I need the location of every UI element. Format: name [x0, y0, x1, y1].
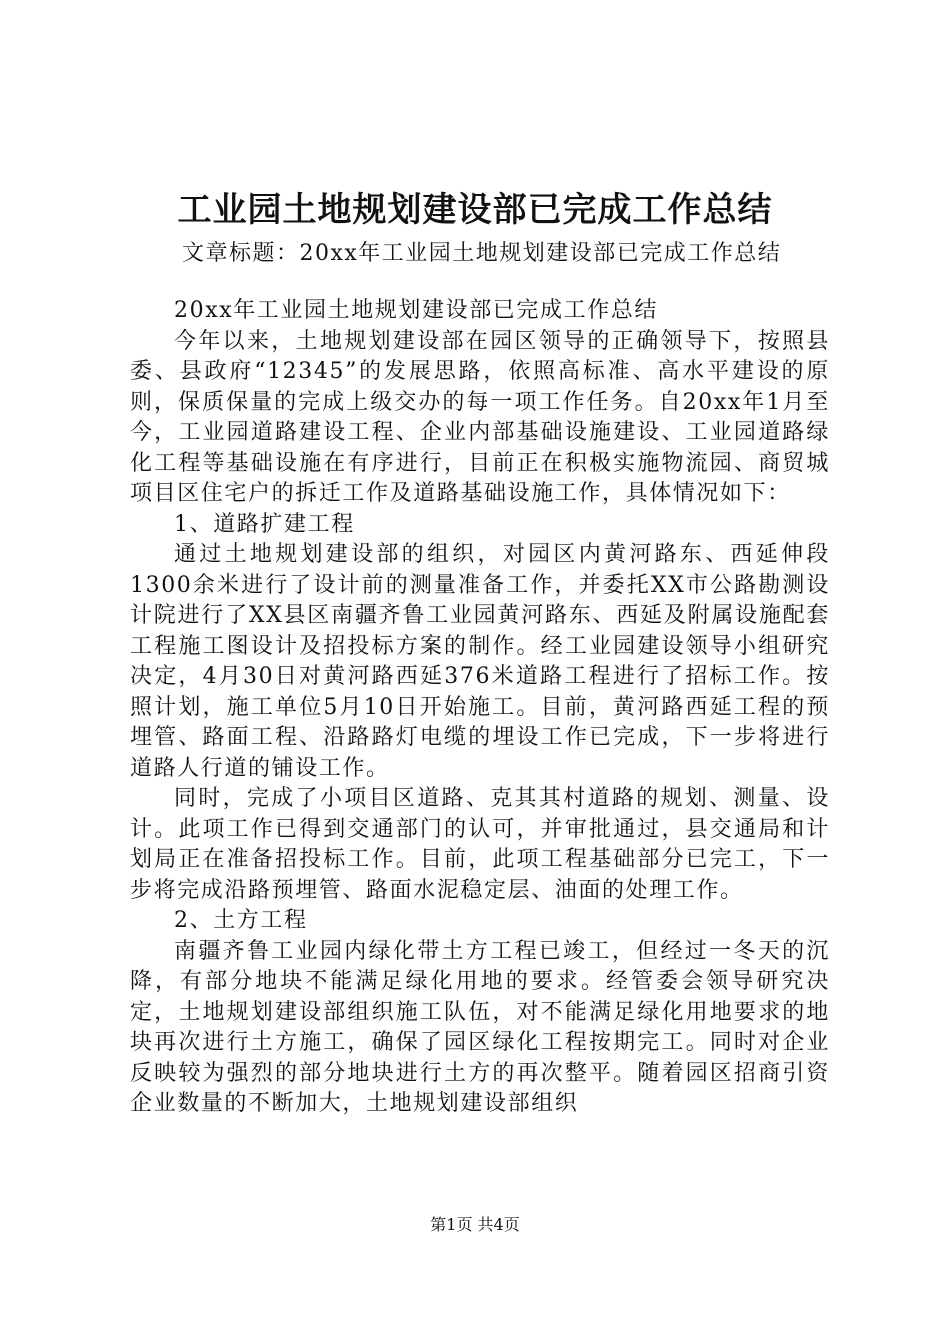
section-heading-earthwork: 2、土方工程	[174, 908, 308, 933]
article-subtitle: 文章标题：20xx年工业园土地规划建设部已完成工作总结	[182, 241, 782, 266]
body-paragraph: 同时，完成了小项目区道路、克其其村道路的规划、测量、设计。此项工作已得到交通部门的认可，并审批通过，县交通局和计划局正在准备招投标工作。目前，此项工程基础部分已完工，下一步将完成沿路预埋管、路面水泥稳定层、油面的处理工作。	[130, 786, 830, 903]
section-heading-road: 1、道路扩建工程	[174, 511, 355, 537]
body-paragraph: 今年以来，土地规划建设部在园区领导的正确领导下，按照县委、县政府“12345”的发展思路，依照高标准、高水平建设的原则，保质保量的完成上级交办的每一项工作任务。自20xx年1月至今，工业园道路建设工程、企业内部基础设施建设、工业园道路绿化工程等基础设施在有序进行，目前正在积极实施物流园、商贸城项目区住宅户的拆迁工作及道路基础设施工作，具体情况如下：	[130, 328, 830, 506]
page-footer: 第1页 共4页	[430, 1215, 520, 1234]
body-paragraph: 南疆齐鲁工业园内绿化带土方工程已竣工，但经过一冬天的沉降，有部分地块不能满足绿化用地的要求。经管委会领导研究决定，土地规划建设部组织施工队伍，对不能满足绿化用地要求的地块再次进行土方施工，确保了园区绿化工程按期完工。同时对企业反映较为强烈的部分地块进行土方的再次整平。随着园区招商引资企业数量的不断加大，土地规划建设部组织	[130, 938, 830, 1116]
body-heading: 20xx年工业园土地规划建设部已完成工作总结	[174, 298, 659, 323]
body-paragraph: 通过土地规划建设部的组织，对园区内黄河路东、西延伸段1300余米进行了设计前的测量准备工作，并委托XX市公路勘测设计院进行了XX县区南疆齐鲁工业园黄河路东、西延及附属设施配套工程施工图设计及招投标方案的制作。经工业园建设领导小组研究决定，4月30日对黄河路西延376米道路工程进行了招标工作。按照计划，施工单位5月10日开始施工。目前，黄河路西延工程的预埋管、路面工程、沿路路灯电缆的埋设工作已完成，下一步将进行道路人行道的铺设工作。	[130, 542, 830, 781]
document-title: 工业园土地规划建设部已完成工作总结	[177, 190, 773, 230]
document-body	[130, 296, 830, 1120]
